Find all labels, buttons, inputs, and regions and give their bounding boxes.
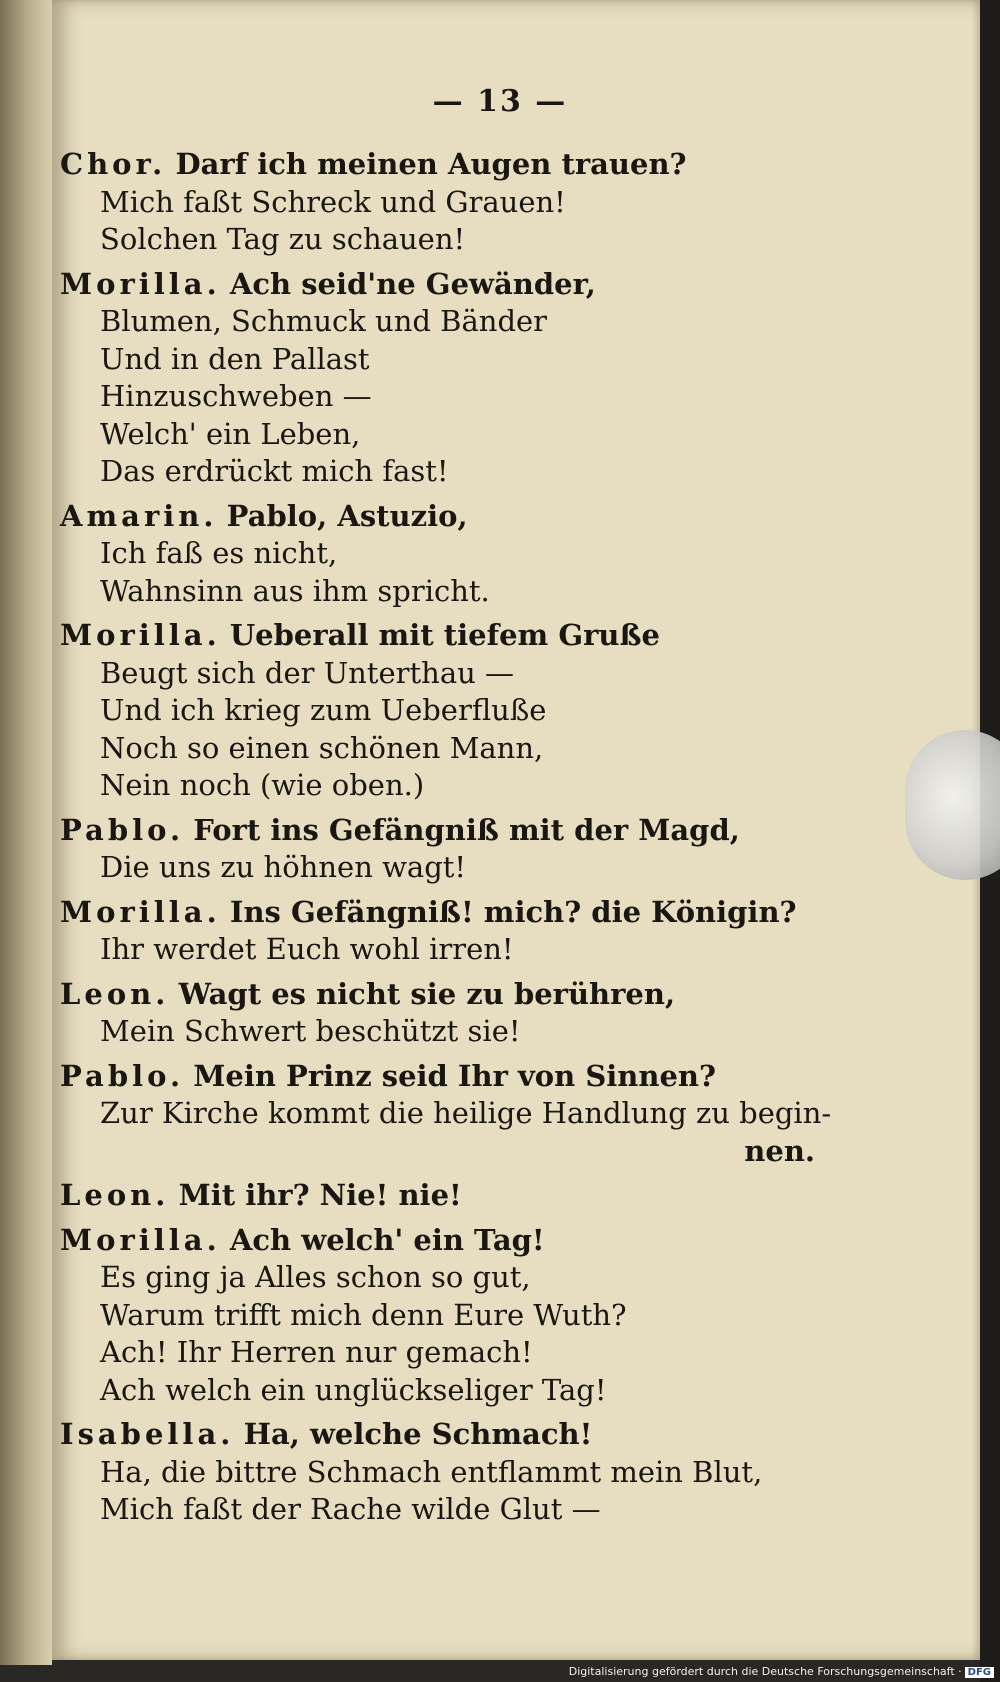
speech-block: [60, 1222, 820, 1410]
verse-line: [60, 1259, 820, 1297]
line-text: Und ich krieg zum Ueberfluße: [100, 693, 547, 727]
line-text: Ach welch ein unglückseliger Tag!: [100, 1372, 607, 1407]
speech-block: [60, 976, 820, 1051]
line-text: Zur Kirche kommt die heilige Handlung zu begin-: [100, 1096, 832, 1130]
verse-line: [60, 1058, 820, 1096]
line-text: Wahnsinn aus ihm spricht.: [100, 573, 490, 608]
speaker-name: Leon.: [60, 976, 170, 1011]
speaker-name: Morilla.: [60, 894, 221, 929]
verse-line: [60, 1491, 820, 1529]
libretto-text: [60, 146, 832, 1536]
line-text: Beugt sich der Unterthau —: [100, 655, 515, 690]
credit-text: Digitalisierung gefördert durch die Deutsche Forschungsgemeinschaft ·: [568, 1665, 962, 1678]
speaker-name: Pablo.: [60, 1058, 185, 1093]
speech-block: [60, 617, 820, 805]
speaker-name: Morilla.: [60, 1222, 221, 1257]
speaker-name: Pablo.: [60, 812, 185, 847]
line-text: Ihr werdet Euch wohl irren!: [100, 932, 514, 966]
verse-line: [60, 221, 820, 259]
line-text: Darf ich meinen Augen trauen?: [175, 147, 687, 181]
line-text: Hinzuschweben —: [100, 379, 372, 413]
hyphen-continuation: nen.: [744, 1133, 815, 1168]
line-text: Nein noch (wie oben.): [100, 768, 425, 802]
line-text: Ach seid'ne Gewänder,: [229, 266, 596, 301]
verse-line: [60, 498, 820, 536]
line-text: Ich faß es nicht,: [100, 536, 338, 570]
line-text: Ha, die bittre Schmach entflammt mein Blut,: [100, 1454, 763, 1489]
line-text: Es ging ja Alles schon so gut,: [100, 1260, 531, 1294]
verse-line: [60, 184, 820, 222]
verse-line: [60, 730, 820, 768]
verse-line: [60, 976, 820, 1014]
verse-line: [60, 1454, 820, 1492]
speaker-name: Morilla.: [60, 266, 221, 301]
line-text: Ha, welche Schmach!: [243, 1417, 593, 1451]
page-number: — 13 —: [432, 84, 568, 119]
line-text: Solchen Tag zu schauen!: [100, 222, 466, 256]
verse-line: [60, 1095, 832, 1133]
line-text: Warum trifft mich denn Eure Wuth?: [100, 1297, 627, 1332]
line-text: Mich faßt der Rache wilde Glut —: [100, 1492, 601, 1526]
verse-line: [60, 1372, 820, 1410]
speech-block: [60, 894, 820, 969]
line-text: Das erdrückt mich fast!: [100, 454, 449, 488]
line-text: Mich faßt Schreck und Grauen!: [100, 184, 566, 219]
speaker-name: Morilla.: [60, 618, 221, 652]
verse-line: [60, 573, 820, 611]
speech-block: [60, 1177, 820, 1215]
verse-line: [60, 266, 820, 304]
book-spine: [0, 0, 52, 1665]
verse-line: [60, 617, 820, 655]
verse-line: [60, 1177, 820, 1215]
speech-block: [60, 1416, 820, 1529]
page-clip: [905, 730, 1000, 880]
speaker-name: Chor.: [60, 147, 167, 181]
line-text: Ach welch' ein Tag!: [229, 1222, 545, 1257]
verse-line: [60, 812, 820, 850]
verse-line: [60, 453, 820, 491]
line-text: Wagt es nicht sie zu berühren,: [178, 976, 676, 1011]
line-text: Noch so einen schönen Mann,: [100, 730, 544, 765]
speech-block: [60, 266, 820, 491]
verse-line: [60, 341, 820, 379]
line-text: Ach! Ihr Herren nur gemach!: [100, 1335, 533, 1369]
verse-line: [60, 1297, 820, 1335]
digitization-credit: [569, 1665, 994, 1678]
line-text: Blumen, Schmuck und Bänder: [100, 304, 548, 338]
line-text: Ins Gefängniß! mich? die Königin?: [229, 894, 797, 929]
speaker-name: Leon.: [60, 1178, 170, 1212]
line-text: Fort ins Gefängniß mit der Magd,: [193, 812, 740, 847]
verse-line: [60, 1416, 820, 1454]
verse-line: [60, 303, 820, 341]
line-text: Mein Prinz seid Ihr von Sinnen?: [193, 1058, 716, 1093]
verse-line: [60, 1334, 820, 1372]
verse-line: [60, 416, 820, 454]
speaker-name: Amarin.: [60, 498, 218, 533]
bleed-through-text: [820, 140, 900, 890]
line-text: Und in den Pallast: [100, 341, 370, 376]
line-text: Pablo, Astuzio,: [226, 498, 468, 533]
verse-line: [60, 767, 820, 805]
verse-line: [60, 535, 820, 573]
verse-line: [60, 1222, 820, 1260]
verse-line: [60, 146, 820, 184]
speech-block: [60, 146, 820, 259]
line-text: Ueberall mit tiefem Gruße: [229, 618, 660, 652]
line-text: Die uns zu höhnen wagt!: [100, 850, 467, 884]
verse-line: [60, 378, 820, 416]
line-text: Welch' ein Leben,: [100, 416, 361, 451]
dfg-logo: DFG: [965, 1667, 994, 1678]
verse-line: [60, 894, 820, 932]
verse-line: [60, 849, 820, 887]
speaker-name: Isabella.: [60, 1417, 235, 1451]
verse-line: [60, 1013, 820, 1051]
verse-line: [60, 655, 820, 693]
line-text: Mit ihr? Nie! nie!: [178, 1178, 462, 1212]
verse-line: [60, 931, 820, 969]
verse-line: [60, 692, 820, 730]
speech-block: [60, 498, 820, 611]
speech-block: [60, 1058, 832, 1171]
line-text: Mein Schwert beschützt sie!: [100, 1014, 521, 1048]
speech-block: [60, 812, 820, 887]
